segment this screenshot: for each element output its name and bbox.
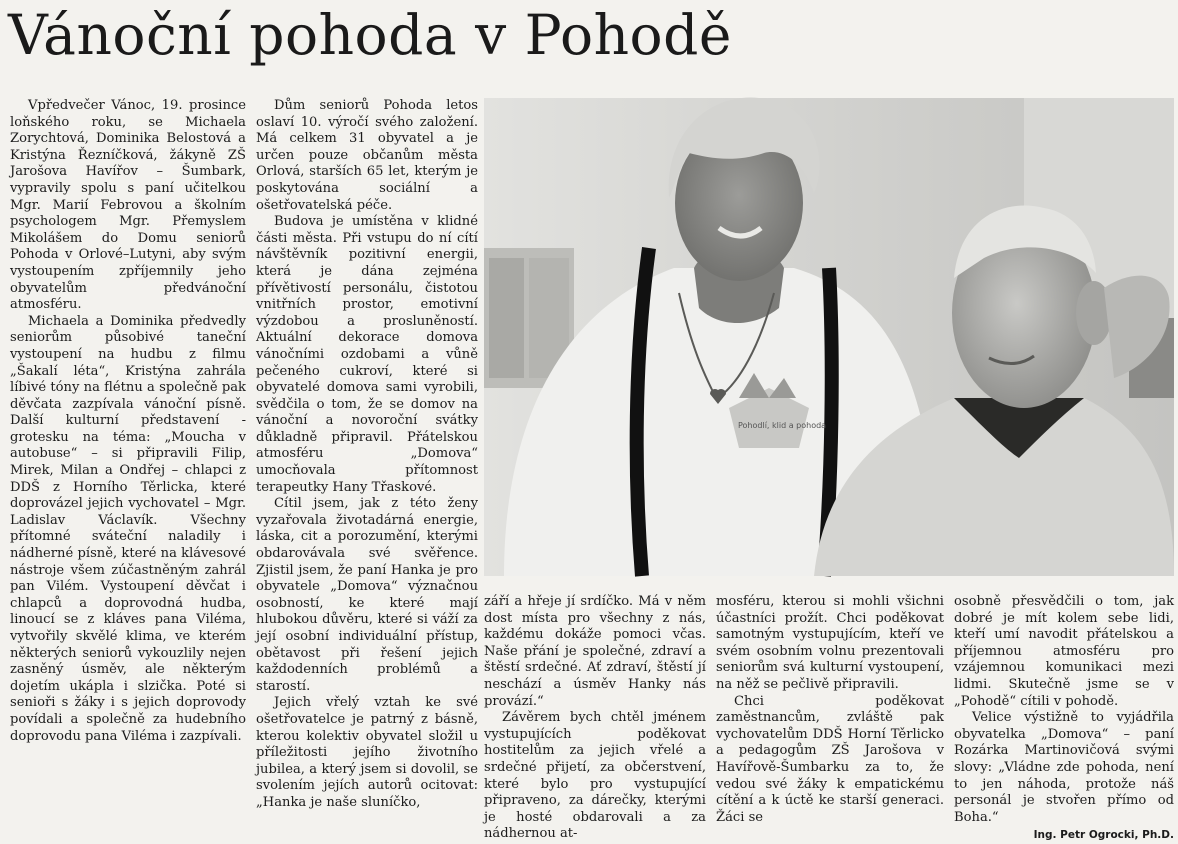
paragraph: Vpředvečer Vánoc, 19. prosince loňského roku, se Michaela Zorychtová, Dominika Belostová a Kristýna Řezníčková, žákyně ZŠ Jarošova Havířov – Šumbark, vypravily spolu s paní učitelkou Mgr. Marií Febrovou a školním psychologem Mgr. Přemyslem Mikolášem do Domu seniorů Pohoda v Orlové–Lutyni, aby svým vystoupením zpříjemnily jeho obyvatelům předvánoční atmosféru. bbox=[10, 98, 246, 313]
article-column-2 bbox=[256, 98, 478, 834]
author-byline: Ing. Petr Ogrocki, Ph.D. bbox=[1033, 829, 1174, 842]
paragraph: Budova je umístěna v klidné části města. Při vstupu do ní cítí návštěvník pozitivní energii, která je dána zejména přívětivostí personálu, čistotou vnitřních prostor, emotivní výzdobou a prosluněností. Aktuální dekorace domova vánočními ozdobami a vůně pečeného cukroví, které si obyvatelé domova sami vyrobili, svědčila o tom, že se domov na vánoční a novoroční svátky důkladně připravil. Přátelskou atmosféru „Domova“ umocňovala přítomnost terapeutky Hany Třaskové. bbox=[256, 214, 478, 495]
shirt-print-text: Pohodlí, klid a pohoda bbox=[738, 421, 827, 430]
paragraph: Cítil jsem, jak z této ženy vyzařovala životadárná energie, láska, cit a porozumění, kterými obdarovávala své svěřence. Zjistil jsem, že paní Hanka je pro obyvatele „Domova“ význačnou osobností, ke které mají hlubokou důvěru, které si váží za její osobní individuální přístup, obětavost při řešení jejich každodenních problémů a starostí. bbox=[256, 496, 478, 694]
headline: Vánoční pohoda v Pohodě bbox=[8, 3, 732, 67]
paragraph: Závěrem bych chtěl jménem vystupujících poděkovat hostitelům za jejich vřelé a srdečné přijetí, za občerstvení, které bylo pro vystupující připraveno, za dárečky, kterými je hosté obdarovali a za nádhernou at- bbox=[484, 710, 706, 842]
photo-illustration bbox=[484, 98, 1174, 576]
paragraph: Michaela a Dominika předvedly seniorům působivé taneční vystoupení na hudbu z filmu „Šakalí léta“, Kristýna zahrála líbivé tóny na flétnu a společně pak děvčata zazpívala vánoční písně. Další kulturní představení - grotesku na téma: „Moucha v autobuse“ – si připravili Filip, Mirek, Milan a Ondřej – chlapci z DDŠ z Horního Těrlicka, které doprovázel jejich vychovatel – Mgr. Ladislav Václavík. Všechny přítomné sváteční naladily i nádherné písně, které na klávesové nástroje všem zúčastněným zahrál pan Vilém. Vystoupení děvčat i chlapců a doprovodná hudba, linoucí se z kláves pana Viléma, vytvořily skvělé klima, ve kterém některých seniorů vykouzlily nejen zasněný úsměv, ale některým dojetím ukápla i slzička. Poté si senioři s žáky i s jejich doprovody povídali a společně za hudebního doprovodu pana Viléma i zazpívali. bbox=[10, 313, 246, 744]
article-column-5 bbox=[954, 594, 1174, 842]
paragraph: Dům seniorů Pohoda letos oslaví 10. výročí svého založení. Má celkem 31 obyvatel a je určen pouze občanům města Orlová, starších 65 let, kterým je poskytována sociální a ošetřovatelská péče. bbox=[256, 98, 478, 213]
paragraph: Chci poděkovat zaměstnancům, zvláště pak vychovatelům DDŠ Horní Těrlicko a pedagogům ZŠ Jarošova v Havířově-Šumbarku za to, že vedou své žáky k empatickému cítění a k úctě ke starší generaci. Žáci se bbox=[716, 693, 944, 825]
article-column-1 bbox=[10, 98, 246, 834]
paragraph: Jejich vřelý vztah ke své ošetřovatelce je patrný z básně, kterou kolektiv obyvatel složil u příležitosti jejího životního jubilea, a který jsem si dovolil, se svolením jejích autorů ocitovat: „Hanka je naše sluníčko, bbox=[256, 695, 478, 810]
paragraph: osobně přesvědčili o tom, jak dobré je mít kolem sebe lidi, kteří umí navodit přátelskou a příjemnou atmosféru pro vzájemnou komunikaci mezi lidmi. Skutečně jsme se v „Pohodě“ cítili v pohodě. bbox=[954, 594, 1174, 709]
article-column-3 bbox=[484, 594, 706, 842]
paragraph: mosféru, kterou si mohli všichni účastníci prožít. Chci poděkovat samotným vystupujícím, kteří ve svém osobním volnu prezentovali seniorům svá kulturní vystoupení, na něž se pečlivě připravili. bbox=[716, 594, 944, 692]
paragraph: Velice výstižně to vyjádřila obyvatelka „Domova“ – paní Rozárka Martinovičová svými slovy: „Vládne zde pohoda, není to jen náhoda, protože náš personál je stvořen přímo od Boha.“ bbox=[954, 710, 1174, 825]
article-column-4 bbox=[716, 594, 944, 834]
paragraph: září a hřeje jí srdíčko. Má v něm dost místa pro všechny z nás, každému dokáže pomoci včas. Naše přání je společné, zdraví a štěstí srdečné. Ať zdraví, štěstí jí neschází a úsměv Hanky nás provází.“ bbox=[484, 594, 706, 709]
article-photo bbox=[484, 98, 1174, 576]
